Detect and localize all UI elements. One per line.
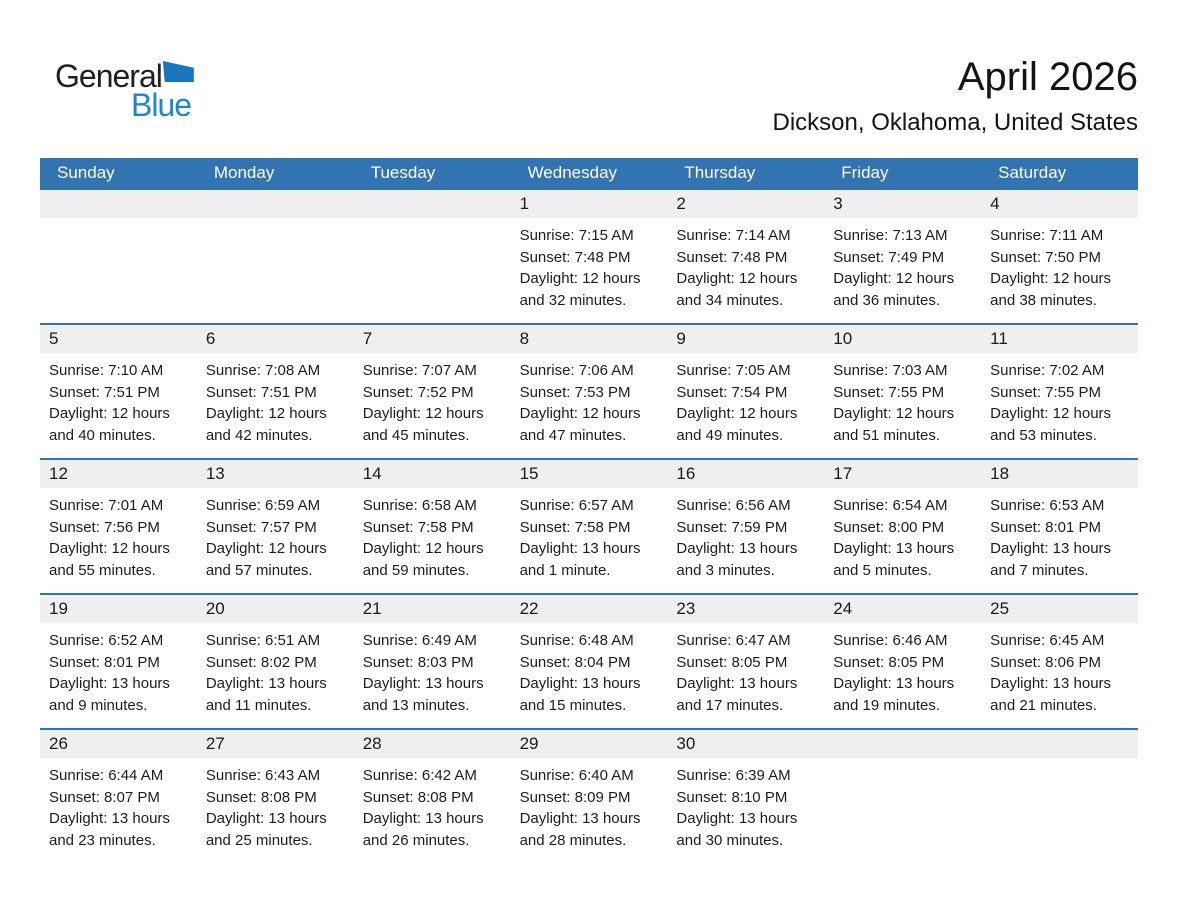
day-cell	[511, 190, 668, 323]
daylight-hours-line: Daylight: 12 hours	[676, 270, 798, 287]
day-number: 26	[40, 730, 197, 758]
sunrise-line: Sunrise: 6:54 AM	[833, 497, 948, 514]
sunset-line: Sunset: 8:03 PM	[362, 653, 474, 671]
sunrise-line: Sunrise: 7:15 AM	[519, 227, 634, 244]
day-cell	[824, 595, 981, 728]
day-number	[981, 730, 1138, 758]
sunrise-line: Sunrise: 7:05 AM	[676, 362, 791, 379]
sunset-line: Sunset: 7:52 PM	[362, 383, 474, 401]
sunrise-line: Sunrise: 7:02 AM	[990, 362, 1105, 379]
day-cell	[40, 190, 197, 323]
weekday-header: Saturday	[998, 163, 1067, 182]
sunrise-line: Sunrise: 6:57 AM	[519, 497, 634, 514]
day-number: 28	[354, 730, 511, 758]
daylight-hours-line: Daylight: 13 hours	[49, 810, 170, 827]
sunrise-line: Sunrise: 6:59 AM	[205, 497, 321, 514]
sunrise-line: Sunrise: 7:10 AM	[49, 362, 164, 379]
sunset-line: Sunset: 8:00 PM	[833, 518, 945, 536]
sunset-line: Sunset: 8:08 PM	[362, 788, 474, 806]
weekday-header: Friday	[841, 163, 889, 182]
day-cell	[354, 595, 511, 728]
sunrise-line: Sunrise: 6:43 AM	[205, 767, 321, 784]
day-details	[511, 623, 668, 716]
week-row	[40, 188, 1138, 323]
day-details	[824, 218, 981, 311]
day-details	[824, 488, 981, 581]
day-details	[40, 758, 197, 851]
day-details	[824, 758, 981, 765]
day-cell	[511, 325, 668, 458]
day-cell	[197, 730, 354, 863]
sunset-line: Sunset: 7:58 PM	[519, 518, 631, 536]
daylight-minutes-line: and 59 minutes.	[362, 561, 470, 579]
day-cell	[667, 595, 824, 728]
day-cell	[981, 730, 1138, 863]
day-details	[667, 218, 824, 311]
daylight-minutes-line: and 17 minutes.	[676, 696, 784, 714]
logo-triangle-icon	[163, 61, 194, 82]
day-details	[197, 758, 354, 851]
sunset-line: Sunset: 8:09 PM	[519, 788, 631, 806]
day-number	[197, 190, 354, 218]
sunrise-line: Sunrise: 6:40 AM	[519, 767, 634, 784]
day-details	[511, 488, 668, 581]
day-number: 17	[824, 460, 981, 488]
day-details	[511, 758, 668, 851]
calendar-table	[40, 158, 1138, 863]
daylight-minutes-line: and 19 minutes.	[833, 696, 941, 714]
day-cell	[981, 325, 1138, 458]
day-details	[40, 353, 197, 446]
daylight-hours-line: Daylight: 13 hours	[205, 810, 327, 827]
day-cell	[354, 325, 511, 458]
sunrise-line: Sunrise: 6:56 AM	[676, 497, 791, 514]
day-cell	[667, 730, 824, 863]
daylight-hours-line: Daylight: 13 hours	[205, 675, 327, 692]
day-number: 15	[511, 460, 668, 488]
sunrise-line: Sunrise: 7:01 AM	[49, 497, 164, 514]
daylight-minutes-line: and 53 minutes.	[990, 426, 1097, 444]
day-details	[824, 353, 981, 446]
day-details	[511, 353, 668, 446]
weekday-header: Tuesday	[370, 163, 436, 182]
sunset-line: Sunset: 8:06 PM	[990, 653, 1102, 671]
daylight-minutes-line: and 28 minutes.	[519, 831, 627, 849]
weekday-header-row	[40, 158, 1138, 188]
sunrise-line: Sunrise: 6:58 AM	[362, 497, 477, 514]
day-details	[354, 758, 511, 851]
day-cell	[40, 730, 197, 863]
sunset-line: Sunset: 7:49 PM	[833, 248, 945, 266]
day-number: 4	[981, 190, 1138, 218]
sunset-line: Sunset: 7:53 PM	[519, 383, 631, 401]
daylight-hours-line: Daylight: 12 hours	[833, 405, 955, 422]
day-details	[40, 623, 197, 716]
daylight-minutes-line: and 32 minutes.	[519, 291, 627, 309]
day-details	[354, 488, 511, 581]
day-cell	[354, 460, 511, 593]
day-cell	[40, 325, 197, 458]
day-number: 30	[667, 730, 824, 758]
daylight-minutes-line: and 15 minutes.	[519, 696, 627, 714]
sunrise-line: Sunrise: 7:07 AM	[362, 362, 477, 379]
day-cell	[511, 730, 668, 863]
day-cell	[981, 460, 1138, 593]
day-number: 24	[824, 595, 981, 623]
day-cell	[667, 460, 824, 593]
daylight-hours-line: Daylight: 12 hours	[205, 540, 327, 557]
daylight-hours-line: Daylight: 12 hours	[519, 405, 641, 422]
day-cell	[197, 190, 354, 323]
daylight-hours-line: Daylight: 12 hours	[990, 270, 1112, 287]
sunset-line: Sunset: 7:48 PM	[676, 248, 788, 266]
sunset-line: Sunset: 8:10 PM	[676, 788, 788, 806]
daylight-minutes-line: and 57 minutes.	[205, 561, 313, 579]
weekday-header: Wednesday	[527, 163, 618, 182]
sunrise-line: Sunrise: 6:47 AM	[676, 632, 791, 649]
sunset-line: Sunset: 7:54 PM	[676, 383, 788, 401]
day-cell	[981, 190, 1138, 323]
day-number: 3	[824, 190, 981, 218]
day-number: 9	[667, 325, 824, 353]
daylight-hours-line: Daylight: 13 hours	[833, 540, 955, 557]
daylight-minutes-line: and 42 minutes.	[205, 426, 313, 444]
day-cell	[824, 325, 981, 458]
sunrise-line: Sunrise: 6:46 AM	[833, 632, 948, 649]
sunrise-line: Sunrise: 6:39 AM	[676, 767, 791, 784]
day-details	[354, 623, 511, 716]
day-cell	[197, 325, 354, 458]
day-cell	[667, 325, 824, 458]
sunrise-line: Sunrise: 7:03 AM	[833, 362, 948, 379]
day-details	[197, 488, 354, 581]
sunrise-line: Sunrise: 6:48 AM	[519, 632, 634, 649]
day-number: 5	[40, 325, 197, 353]
week-row	[40, 323, 1138, 458]
daylight-minutes-line: and 51 minutes.	[833, 426, 941, 444]
sunset-line: Sunset: 7:51 PM	[205, 383, 317, 401]
day-cell	[824, 730, 981, 863]
day-number	[354, 190, 511, 218]
sunset-line: Sunset: 8:01 PM	[990, 518, 1102, 536]
day-cell	[824, 190, 981, 323]
logo-text-blue: Blue	[131, 87, 192, 123]
sunrise-line: Sunrise: 6:45 AM	[990, 632, 1105, 649]
sunrise-line: Sunrise: 6:42 AM	[362, 767, 477, 784]
day-details	[667, 353, 824, 446]
day-number: 22	[511, 595, 668, 623]
daylight-hours-line: Daylight: 12 hours	[676, 405, 798, 422]
day-number: 10	[824, 325, 981, 353]
sunset-line: Sunset: 7:56 PM	[49, 518, 160, 536]
page-subtitle: Dickson, Oklahoma, United States	[772, 109, 1138, 136]
daylight-hours-line: Daylight: 13 hours	[519, 540, 641, 557]
daylight-hours-line: Daylight: 13 hours	[990, 675, 1112, 692]
sunset-line: Sunset: 7:57 PM	[205, 518, 317, 536]
daylight-minutes-line: and 36 minutes.	[833, 291, 941, 309]
sunset-line: Sunset: 7:55 PM	[833, 383, 945, 401]
weekday-header: Monday	[213, 163, 275, 182]
day-cell	[40, 595, 197, 728]
daylight-hours-line: Daylight: 12 hours	[519, 270, 641, 287]
sunset-line: Sunset: 8:05 PM	[833, 653, 945, 671]
day-details	[667, 623, 824, 716]
day-number: 20	[197, 595, 354, 623]
daylight-hours-line: Daylight: 12 hours	[362, 540, 484, 557]
sunrise-line: Sunrise: 7:11 AM	[990, 227, 1104, 244]
sunset-line: Sunset: 8:08 PM	[205, 788, 317, 806]
day-number: 12	[40, 460, 197, 488]
daylight-hours-line: Daylight: 13 hours	[676, 810, 798, 827]
day-details	[981, 218, 1138, 311]
sunrise-line: Sunrise: 6:49 AM	[362, 632, 477, 649]
daylight-minutes-line: and 55 minutes.	[49, 561, 156, 579]
day-cell	[667, 190, 824, 323]
day-number	[824, 730, 981, 758]
daylight-hours-line: Daylight: 13 hours	[676, 675, 798, 692]
sunrise-line: Sunrise: 6:52 AM	[49, 632, 164, 649]
daylight-hours-line: Daylight: 12 hours	[49, 405, 170, 422]
day-number: 23	[667, 595, 824, 623]
day-number: 6	[197, 325, 354, 353]
day-details	[981, 623, 1138, 716]
day-details	[354, 353, 511, 446]
day-cell	[511, 595, 668, 728]
daylight-hours-line: Daylight: 12 hours	[49, 540, 170, 557]
daylight-hours-line: Daylight: 13 hours	[833, 675, 955, 692]
daylight-minutes-line: and 9 minutes.	[49, 696, 148, 714]
day-cell	[354, 730, 511, 863]
day-number: 7	[354, 325, 511, 353]
day-number: 14	[354, 460, 511, 488]
daylight-hours-line: Daylight: 13 hours	[519, 675, 641, 692]
day-details	[824, 623, 981, 716]
day-cell	[824, 460, 981, 593]
daylight-minutes-line: and 38 minutes.	[990, 291, 1097, 309]
day-number: 21	[354, 595, 511, 623]
daylight-minutes-line: and 25 minutes.	[205, 831, 313, 849]
day-number: 16	[667, 460, 824, 488]
daylight-hours-line: Daylight: 12 hours	[205, 405, 327, 422]
daylight-hours-line: Daylight: 12 hours	[833, 270, 955, 287]
day-details	[981, 353, 1138, 446]
daylight-hours-line: Daylight: 13 hours	[676, 540, 798, 557]
page-title: April 2026	[957, 55, 1138, 99]
sunrise-line: Sunrise: 7:08 AM	[205, 362, 321, 379]
day-number: 13	[197, 460, 354, 488]
daylight-minutes-line: and 21 minutes.	[990, 696, 1097, 714]
sunrise-line: Sunrise: 7:06 AM	[519, 362, 634, 379]
daylight-minutes-line: and 34 minutes.	[676, 291, 784, 309]
daylight-hours-line: Daylight: 12 hours	[990, 405, 1112, 422]
day-cell	[981, 595, 1138, 728]
day-details	[667, 488, 824, 581]
daylight-hours-line: Daylight: 13 hours	[519, 810, 641, 827]
daylight-minutes-line: and 13 minutes.	[362, 696, 470, 714]
daylight-hours-line: Daylight: 13 hours	[362, 810, 484, 827]
sunset-line: Sunset: 8:04 PM	[519, 653, 631, 671]
sunset-line: Sunset: 8:01 PM	[49, 653, 160, 671]
daylight-minutes-line: and 26 minutes.	[362, 831, 470, 849]
daylight-hours-line: Daylight: 13 hours	[49, 675, 170, 692]
logo-text-general: General	[55, 58, 162, 94]
daylight-minutes-line: and 11 minutes.	[205, 696, 312, 714]
general-blue-logo	[55, 60, 194, 121]
daylight-minutes-line: and 47 minutes.	[519, 426, 627, 444]
sunrise-line: Sunrise: 7:14 AM	[676, 227, 791, 244]
sunset-line: Sunset: 7:48 PM	[519, 248, 631, 266]
day-cell	[354, 190, 511, 323]
day-number: 18	[981, 460, 1138, 488]
day-number: 27	[197, 730, 354, 758]
sunset-line: Sunset: 7:50 PM	[990, 248, 1102, 266]
day-details	[40, 488, 197, 581]
daylight-minutes-line: and 3 minutes.	[676, 561, 775, 579]
day-details	[197, 218, 354, 225]
day-number	[40, 190, 197, 218]
sunrise-line: Sunrise: 7:13 AM	[833, 227, 948, 244]
sunset-line: Sunset: 7:51 PM	[49, 383, 160, 401]
day-number: 19	[40, 595, 197, 623]
sunrise-line: Sunrise: 6:44 AM	[49, 767, 164, 784]
day-number: 8	[511, 325, 668, 353]
day-details	[667, 758, 824, 851]
daylight-minutes-line: and 7 minutes.	[990, 561, 1089, 579]
week-row	[40, 728, 1138, 863]
day-details	[511, 218, 668, 311]
weekday-header: Sunday	[57, 163, 115, 182]
weeks-container	[40, 188, 1138, 863]
day-number: 25	[981, 595, 1138, 623]
day-details	[197, 623, 354, 716]
sunset-line: Sunset: 7:55 PM	[990, 383, 1102, 401]
daylight-minutes-line: and 1 minute.	[519, 561, 611, 579]
day-details	[197, 353, 354, 446]
day-cell	[197, 595, 354, 728]
day-cell	[197, 460, 354, 593]
sunset-line: Sunset: 8:02 PM	[205, 653, 317, 671]
day-cell	[40, 460, 197, 593]
day-number: 2	[667, 190, 824, 218]
sunset-line: Sunset: 8:07 PM	[49, 788, 160, 806]
daylight-hours-line: Daylight: 13 hours	[990, 540, 1112, 557]
sunset-line: Sunset: 7:58 PM	[362, 518, 474, 536]
day-details	[354, 218, 511, 225]
sunrise-line: Sunrise: 6:51 AM	[205, 632, 321, 649]
week-row	[40, 593, 1138, 728]
daylight-minutes-line: and 40 minutes.	[49, 426, 156, 444]
daylight-minutes-line: and 30 minutes.	[676, 831, 784, 849]
weekday-header: Thursday	[684, 163, 756, 182]
day-details	[981, 488, 1138, 581]
daylight-hours-line: Daylight: 13 hours	[362, 675, 484, 692]
day-number: 1	[511, 190, 668, 218]
day-details	[981, 758, 1138, 765]
daylight-minutes-line: and 5 minutes.	[833, 561, 932, 579]
day-number: 11	[981, 325, 1138, 353]
daylight-minutes-line: and 45 minutes.	[362, 426, 470, 444]
day-cell	[511, 460, 668, 593]
title-block	[773, 55, 1139, 137]
sunset-line: Sunset: 8:05 PM	[676, 653, 788, 671]
daylight-minutes-line: and 23 minutes.	[49, 831, 156, 849]
day-number: 29	[511, 730, 668, 758]
day-details	[40, 218, 197, 225]
daylight-minutes-line: and 49 minutes.	[676, 426, 784, 444]
sunset-line: Sunset: 7:59 PM	[676, 518, 788, 536]
sunrise-line: Sunrise: 6:53 AM	[990, 497, 1105, 514]
week-row	[40, 458, 1138, 593]
daylight-hours-line: Daylight: 12 hours	[362, 405, 484, 422]
